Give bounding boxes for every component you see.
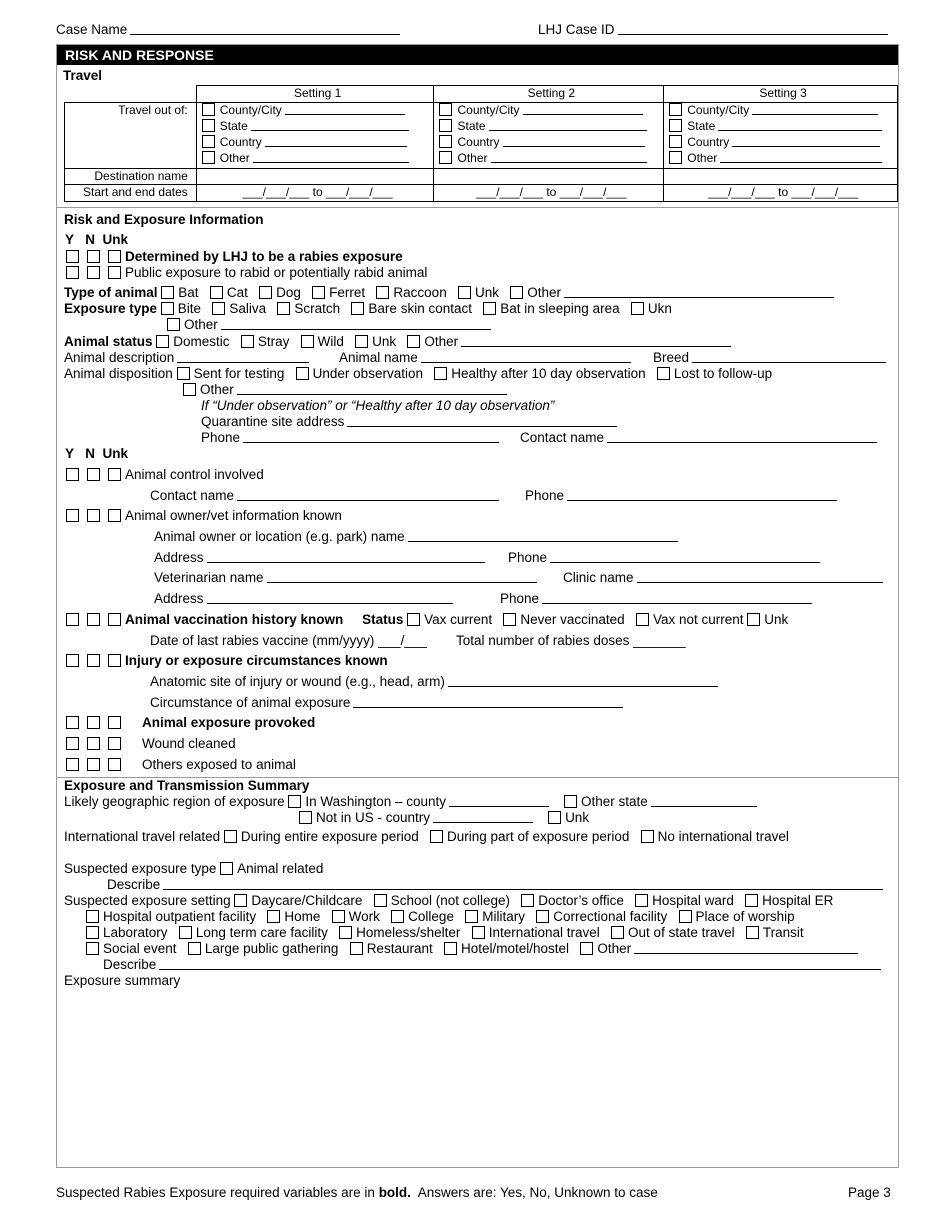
yes-checkbox[interactable] — [66, 266, 79, 279]
unk-checkbox[interactable] — [108, 250, 121, 263]
checkbox[interactable] — [202, 135, 215, 148]
destination-1[interactable] — [196, 169, 434, 185]
setting-row-2: Hospital outpatient facility Home Work College Military Correctional facility Place of worship — [86, 909, 795, 924]
animal-name-field: Animal name — [339, 350, 631, 365]
region-row: Likely geographic region of exposure In Washington – county Other state — [64, 794, 757, 809]
wound-cleaned-row: Wound cleaned — [66, 736, 236, 751]
checkbox[interactable] — [439, 135, 452, 148]
animal-control-row: Animal control involved — [66, 467, 264, 482]
destination-3[interactable] — [664, 169, 898, 185]
animal-control-phone-field: Phone — [525, 488, 837, 503]
unk-checkbox[interactable] — [108, 266, 121, 279]
dates-1[interactable]: ___/___/___ to ___/___/___ — [196, 185, 434, 202]
summary-title: Exposure and Transmission Summary — [64, 778, 310, 793]
disposition-other-row: Other — [183, 382, 507, 397]
setting-1-header: Setting 1 — [196, 86, 434, 103]
page-number: Page 3 — [848, 1185, 891, 1200]
risk-title: Risk and Exposure Information — [64, 212, 264, 227]
injury-known-row: Injury or exposure circumstances known — [66, 653, 388, 668]
section-title: RISK AND RESPONSE — [57, 45, 898, 65]
animal-control-contact-field: Contact name — [150, 488, 499, 503]
checkbox[interactable] — [439, 151, 452, 164]
case-name-label: Case Name — [56, 22, 128, 37]
determined-row: Determined by LHJ to be a rabies exposure — [66, 249, 403, 264]
region-row-2: Not in US - country Unk — [299, 810, 589, 825]
lhj-case-id-label: LHJ Case ID — [538, 22, 615, 37]
type-of-animal-row: Type of animal Bat Cat Dog Ferret Raccoon Unk Other — [64, 285, 834, 300]
provoked-row: Animal exposure provoked — [66, 715, 315, 730]
owner-location-field: Animal owner or location (e.g. park) name — [154, 529, 678, 544]
breed-field: Breed — [653, 350, 886, 365]
vaccination-row: Animal vaccination history known Status Vax current Never vaccinated Vax not current Unk — [66, 612, 788, 627]
no-checkbox[interactable] — [87, 250, 100, 263]
exposure-other-row: Other — [167, 317, 491, 332]
dates-3[interactable]: ___/___/___ to ___/___/___ — [664, 185, 898, 202]
no-checkbox[interactable] — [87, 266, 100, 279]
ynu-header-2: Y N Unk — [65, 446, 129, 461]
quarantine-contact-field: Contact name — [520, 430, 877, 445]
exposure-summary-label: Exposure summary — [64, 973, 181, 988]
setting-3-header: Setting 3 — [664, 86, 898, 103]
setting-row-1: Suspected exposure setting Daycare/Childcare School (not college) Doctor’s office Hospital ward Hospital ER — [64, 893, 834, 908]
checkbox[interactable] — [669, 151, 682, 164]
public-exposure-row: Public exposure to rabid or potentially rabid animal — [66, 265, 427, 280]
quarantine-phone-field: Phone — [201, 430, 499, 445]
setting-2-header: Setting 2 — [434, 86, 664, 103]
checkbox[interactable] — [202, 151, 215, 164]
destination-2[interactable] — [434, 169, 664, 185]
others-exposed-row: Others exposed to animal — [66, 757, 296, 772]
travel-out-label: Travel out of: — [65, 103, 197, 169]
describe-setting-field: Describe — [103, 957, 881, 972]
checkbox[interactable] — [439, 103, 452, 116]
travel-table — [64, 85, 898, 202]
owner-phone-field: Phone — [508, 550, 820, 565]
observation-note: If “Under observation” or “Healthy after 10 day observation” — [201, 398, 555, 413]
owner-address-field: Address — [154, 550, 485, 565]
veterinarian-field: Veterinarian name — [154, 570, 537, 585]
lhj-case-id-field[interactable] — [538, 22, 888, 37]
animal-disposition-row: Animal disposition Sent for testing Under observation Healthy after 10 day observation Lost to follow-up — [64, 366, 773, 381]
suspected-type-row: Suspected exposure type Animal related — [64, 861, 324, 876]
setting-3-options: County/City State Country Other — [664, 103, 898, 169]
dates-2[interactable]: ___/___/___ to ___/___/___ — [434, 185, 664, 202]
ynu-header-1: Y N Unk — [65, 232, 129, 247]
animal-status-row: Animal status Domestic Stray Wild Unk Other — [64, 334, 731, 349]
total-doses-field[interactable]: Total number of rabies doses _______ — [456, 633, 686, 648]
quarantine-field: Quarantine site address — [201, 414, 617, 429]
divider — [57, 207, 898, 208]
owner-vet-row: Animal owner/vet information known — [66, 508, 342, 523]
exposure-type-row: Exposure type Bite Saliva Scratch Bare skin contact Bat in sleeping area Ukn — [64, 301, 672, 316]
checkbox[interactable] — [669, 103, 682, 116]
anatomic-site-field: Anatomic site of injury or wound (e.g., head, arm) — [150, 674, 718, 689]
last-vaccine-field[interactable]: Date of last rabies vaccine (mm/yyyy) ___/___ — [150, 633, 427, 648]
animal-description-field: Animal description — [64, 350, 309, 365]
intl-travel-row: International travel related During entire exposure period During part of exposure period No international travel — [64, 829, 789, 844]
vet-address-field: Address — [154, 591, 453, 606]
checkbox[interactable] — [439, 119, 452, 132]
yes-checkbox[interactable] — [66, 250, 79, 263]
travel-title: Travel — [63, 68, 103, 83]
setting-1-options: County/City State Country Other — [196, 103, 434, 169]
checkbox[interactable] — [202, 103, 215, 116]
setting-row-3: Laboratory Long term care facility Homeless/shelter International travel Out of state travel Transit — [86, 925, 804, 940]
checkbox[interactable] — [669, 119, 682, 132]
checkbox[interactable] — [202, 119, 215, 132]
circumstance-field: Circumstance of animal exposure — [150, 695, 623, 710]
dates-label: Start and end dates — [65, 185, 197, 202]
setting-2-options: County/City State Country Other — [434, 103, 664, 169]
case-name-field[interactable] — [56, 22, 400, 37]
setting-row-4: Social event Large public gathering Restaurant Hotel/motel/hostel Other — [86, 941, 858, 956]
exposure-summary-area[interactable] — [64, 992, 890, 1162]
destination-label: Destination name — [65, 169, 197, 185]
clinic-field: Clinic name — [563, 570, 883, 585]
footer-note: Suspected Rabies Exposure required variables are in bold. Answers are: Yes, No, Unknown to case — [56, 1185, 658, 1200]
describe-type-field: Describe — [107, 877, 883, 892]
vet-phone-field: Phone — [500, 591, 812, 606]
checkbox[interactable] — [669, 135, 682, 148]
